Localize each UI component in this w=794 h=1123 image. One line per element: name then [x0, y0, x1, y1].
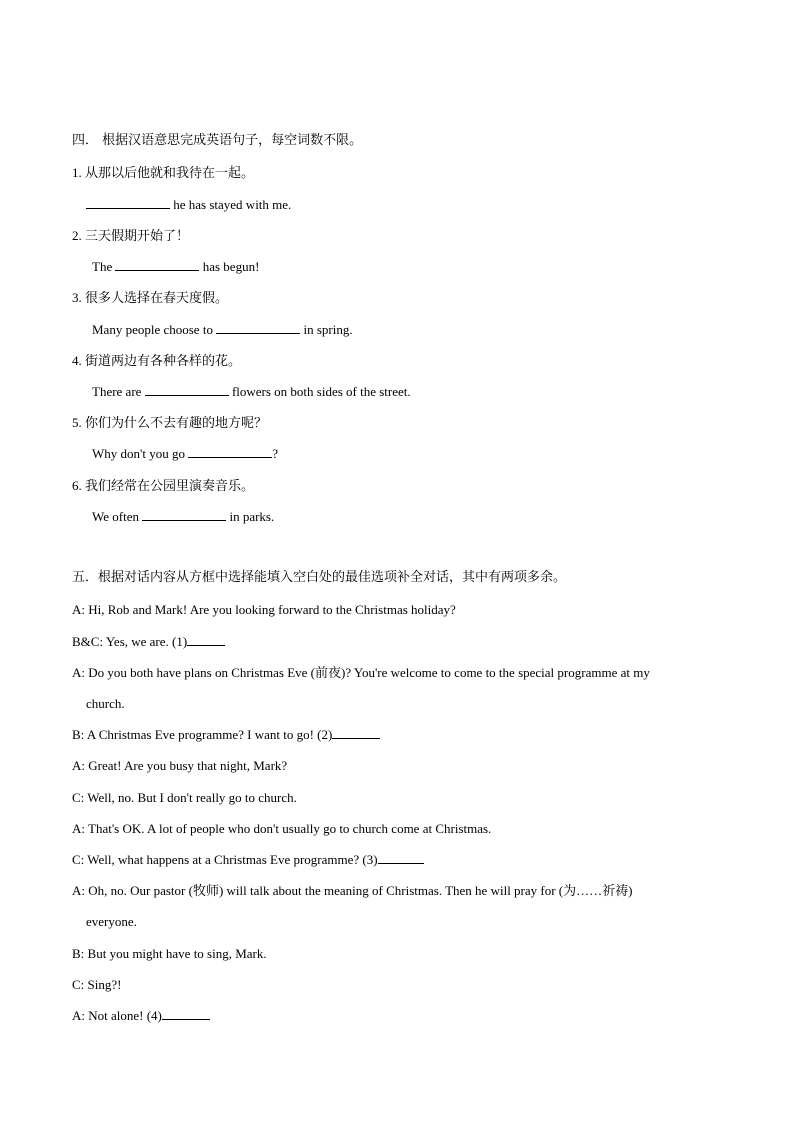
question-number: 5. [72, 415, 82, 430]
dialogue-line [72, 633, 225, 651]
dialogue-line: B: But you might have to sing, Mark. [72, 946, 267, 961]
answer-line-1 [86, 196, 291, 214]
section-5-heading: 五．根据对话内容从方框中选择能填入空白处的最佳选项补全对话，其中有两项多余。 [72, 570, 567, 585]
dialogue-line: C: Well, no. But I don't really go to church. [72, 790, 297, 805]
answer-blank[interactable] [162, 1007, 210, 1020]
dialogue-line [72, 726, 380, 744]
dialogue-line: church. [86, 696, 125, 711]
answer-blank[interactable] [115, 258, 199, 271]
dialogue-line [72, 1007, 210, 1025]
answer-line-4 [92, 383, 411, 401]
question-6 [72, 477, 254, 496]
dialogue-line: A: Great! Are you busy that night, Mark? [72, 758, 288, 773]
dialogue-text: B: A Christmas Eve programme? I want to go! (2) [72, 727, 333, 742]
answer-after: he has stayed with me. [170, 197, 292, 212]
answer-blank[interactable] [216, 321, 300, 334]
answer-before: Many people choose to [92, 322, 217, 337]
question-5 [72, 414, 267, 433]
question-chinese: 三天假期开始了！ [85, 229, 190, 244]
question-4 [72, 352, 241, 371]
dialogue-line: A: That's OK. A lot of people who don't usually go to church come at Christmas. [72, 821, 492, 836]
answer-after: has begun! [199, 259, 260, 274]
answer-before: The [92, 259, 116, 274]
question-chinese: 你们为什么不去有趣的地方呢？ [85, 416, 268, 431]
answer-blank[interactable] [188, 445, 272, 458]
answer-blank[interactable] [187, 633, 225, 646]
answer-after: flowers on both sides of the street. [228, 384, 411, 399]
answer-line-6 [92, 508, 274, 526]
section-4-heading: 四． 根据汉语意思完成英语句子，每空词数不限。 [72, 133, 363, 148]
question-chinese: 从那以后他就和我待在一起。 [85, 166, 255, 181]
dialogue-line: C: Sing?! [72, 977, 122, 992]
answer-blank[interactable] [86, 196, 170, 209]
question-number: 2. [72, 228, 82, 243]
question-number: 6. [72, 478, 82, 493]
question-3 [72, 289, 228, 308]
dialogue-line: A: Do you both have plans on Christmas Eve (前夜)? You're welcome to come to the special programme at my [72, 665, 650, 680]
question-number: 3. [72, 290, 82, 305]
answer-blank[interactable] [142, 508, 226, 521]
dialogue-line: A: Hi, Rob and Mark! Are you looking forward to the Christmas holiday? [72, 602, 456, 617]
dialogue-text: B&C: Yes, we are. (1) [72, 634, 188, 649]
dialogue-line: A: Oh, no. Our pastor (牧师) will talk about the meaning of Christmas. Then he will pray for (为……祈祷) [72, 883, 633, 898]
dialogue-text: A: Not alone! (4) [72, 1008, 162, 1023]
question-chinese: 很多人选择在春天度假。 [85, 291, 229, 306]
question-number: 4. [72, 353, 82, 368]
answer-blank[interactable] [145, 383, 229, 396]
dialogue-line: everyone. [86, 914, 137, 929]
question-number: 1. [72, 165, 82, 180]
question-chinese: 我们经常在公园里演奏音乐。 [85, 479, 255, 494]
question-1 [72, 164, 254, 183]
answer-before: We often [92, 509, 143, 524]
answer-after: in spring. [300, 322, 353, 337]
answer-line-5 [92, 445, 278, 463]
dialogue-line [72, 851, 424, 869]
question-chinese: 街道两边有各种各样的花。 [85, 354, 242, 369]
answer-blank[interactable] [332, 726, 380, 739]
question-2 [72, 227, 189, 246]
answer-blank[interactable] [378, 851, 424, 864]
answer-line-3 [92, 321, 353, 339]
answer-after: ? [272, 446, 279, 461]
dialogue-text: C: Well, what happens at a Christmas Eve programme? (3) [72, 852, 378, 867]
answer-before: There are [92, 384, 145, 399]
answer-before: Why don't you go [92, 446, 189, 461]
answer-line-2 [92, 258, 259, 276]
answer-after: in parks. [226, 509, 275, 524]
